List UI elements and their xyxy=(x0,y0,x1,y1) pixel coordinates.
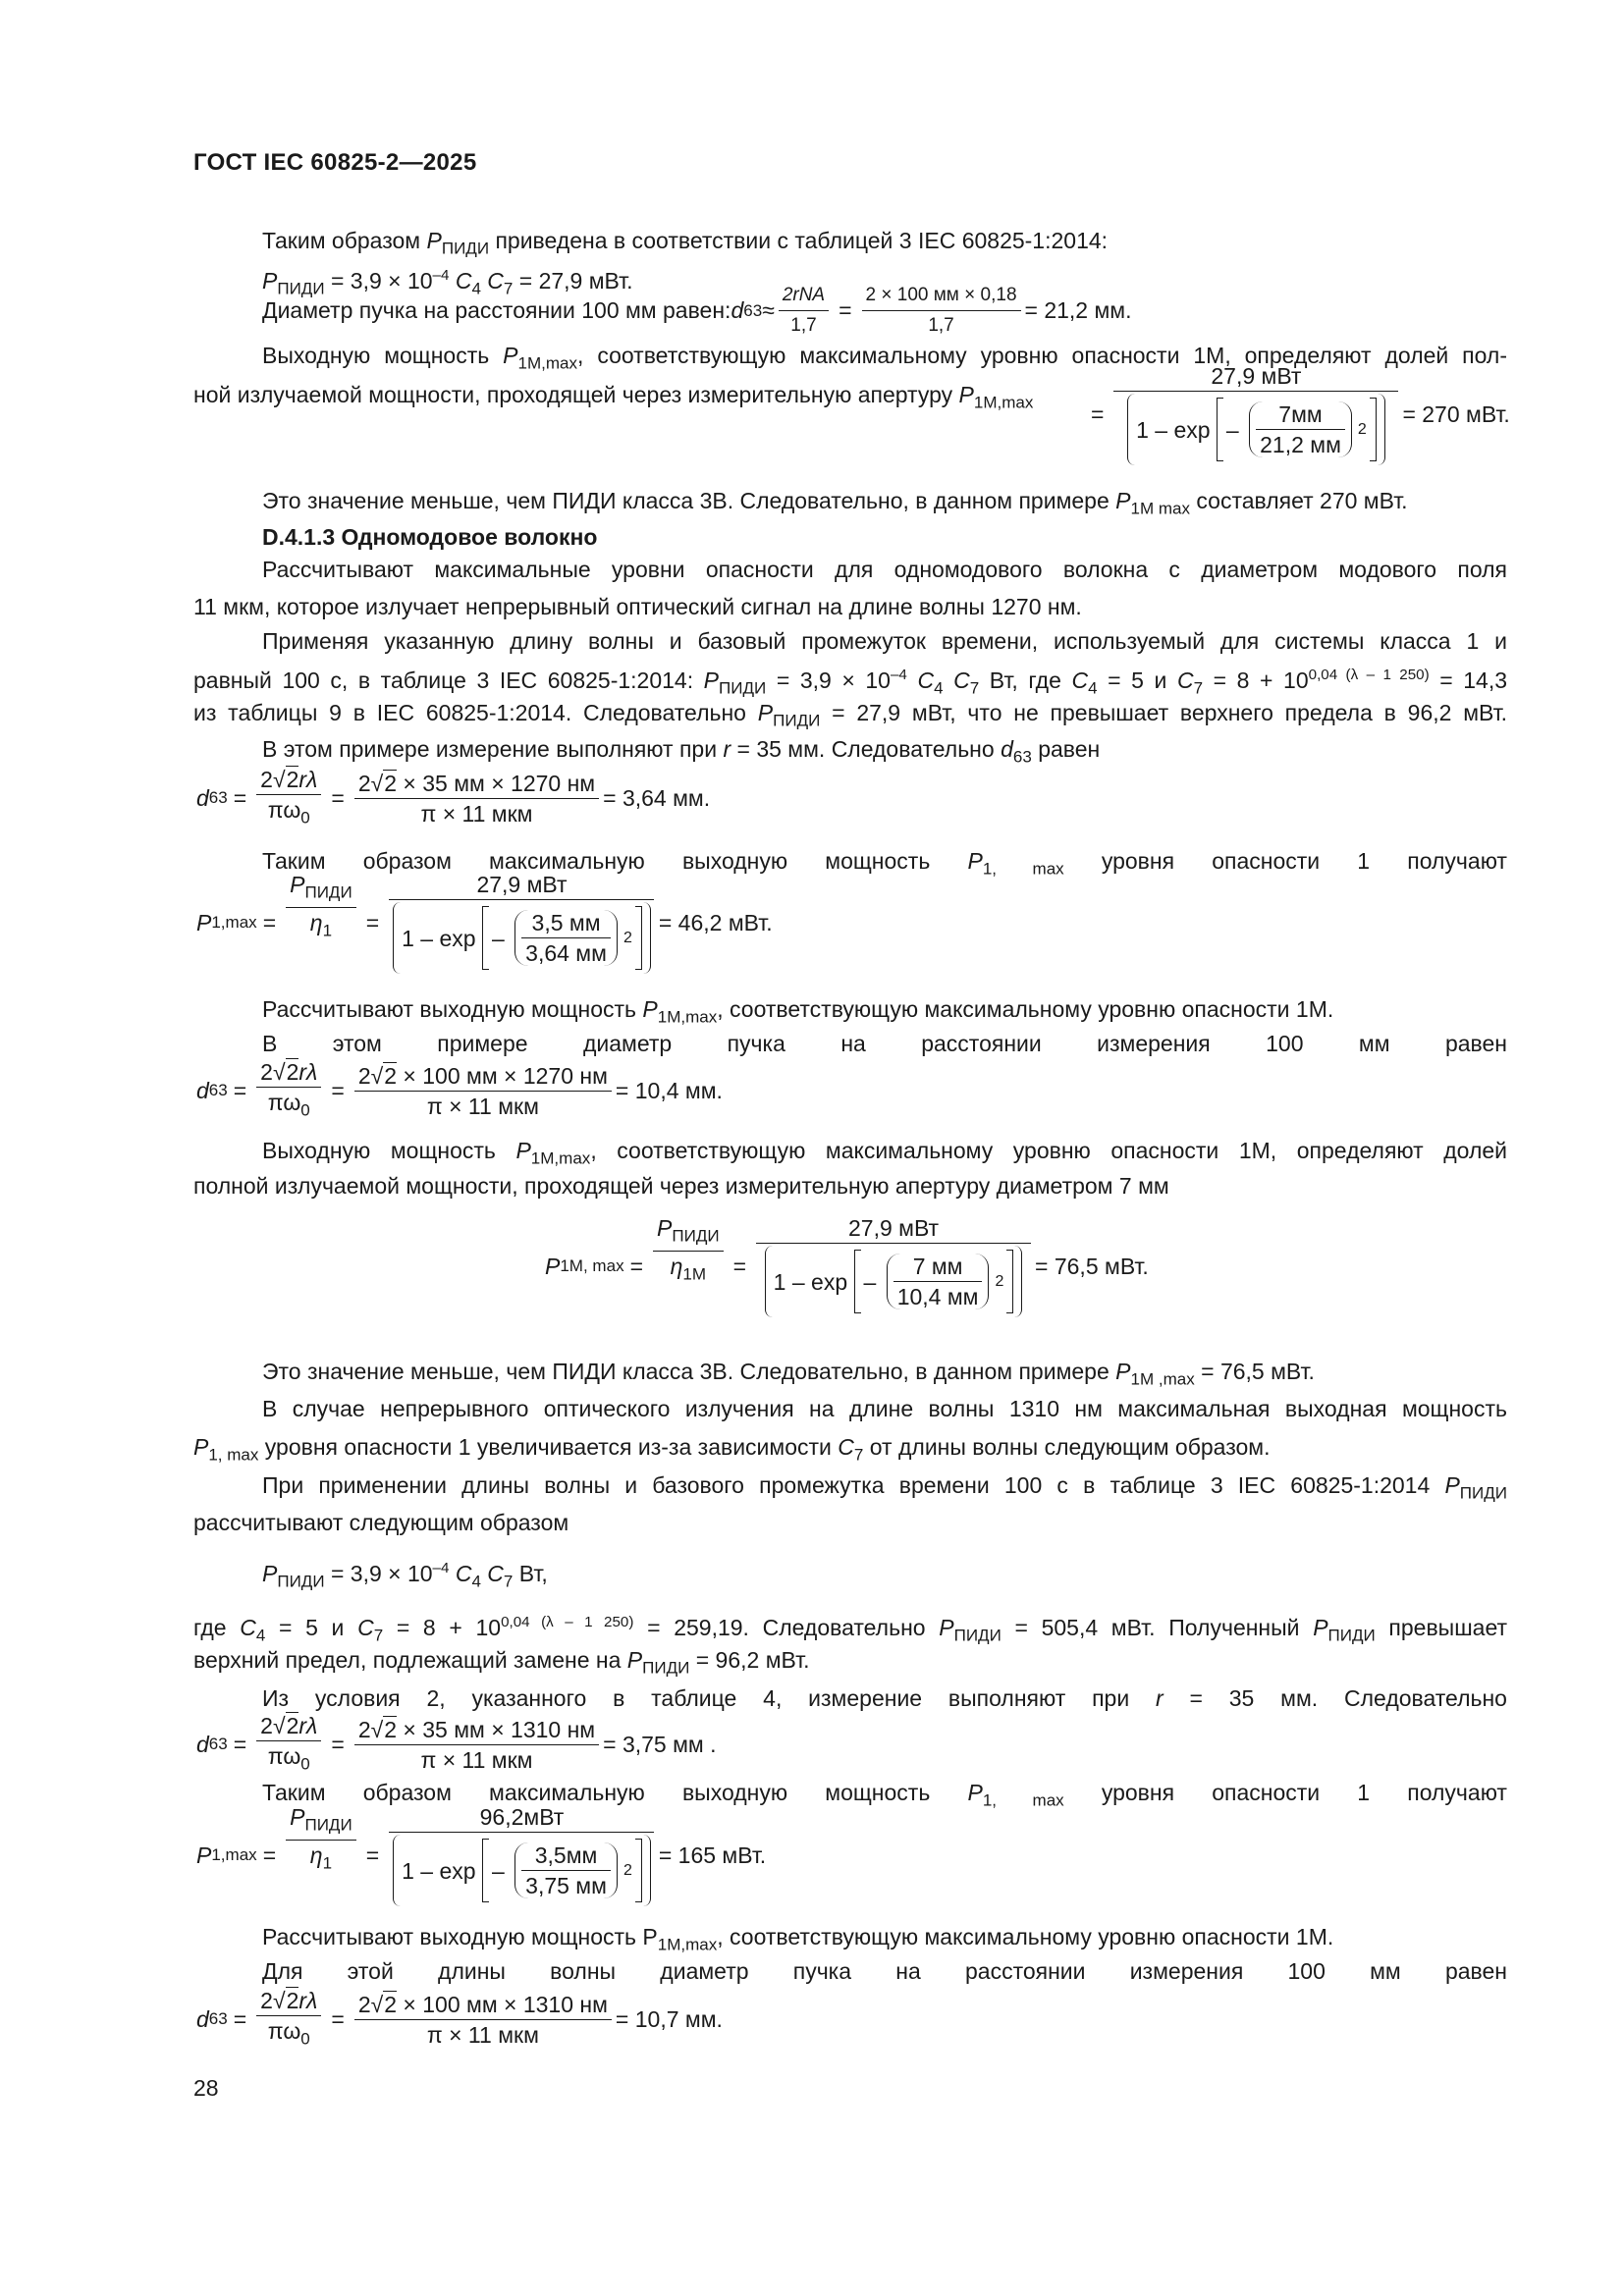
paragraph-line: Таким образом максимальную выходную мощность $P_{1, max}$ уровня опасности 1 получают xyxy=(262,848,1507,879)
paragraph-line: равный 100 с, в таблице 3 IEC 60825-1:2014: $P_{ПИДИ} = 3,9 \times 10^{-4}$ $C_4$ $C_7$ Вт, где $C_4 = 5$ и $C_7 = 8 + 10^{0,04 (\lambda - 1 250)} = 14,3$ xyxy=(193,667,1508,698)
formula-line: $P_{ПИДИ} = 3,9 \times 10^{-4}$ $C_4$ $C_7$ Вт, xyxy=(262,1560,548,1591)
paragraph-line: $P_{1, max}$ уровня опасности 1 увеличивается из-за зависимости $C_7$ от длины волны следующим образом. xyxy=(193,1434,1271,1465)
paragraph-line: В этом примере диаметр пучка на расстоянии измерения 100 мм равен xyxy=(262,1031,1507,1056)
paragraph-line: Применяя указанную длину волны и базовый промежуток времени, используемый для системы класса 1 и xyxy=(262,628,1507,654)
document-header: ГОСТ IEC 60825-2—2025 xyxy=(193,149,477,176)
paragraph-line: В этом примере измерение выполняют при r = 35 мм. Следовательно $d_{63}$ равен xyxy=(262,736,1101,767)
paragraph-line: Выходную мощность $P_{1M,max}$, соответствующую максимальному уровню опасности 1М, определяют долей пол- xyxy=(262,343,1507,373)
paragraph-line: Рассчитывают максимальные уровни опасности для одномодового волокна с диаметром модового поля xyxy=(262,557,1507,582)
paragraph-line: Таким образом максимальную выходную мощность $P_{1, max}$ уровня опасности 1 получают xyxy=(262,1780,1507,1810)
paragraph-line: При применении длины волны и базового промежутка времени 100 с в таблице 3 IEC 60825-1:2014 $P_{ПИДИ}$ xyxy=(262,1472,1507,1503)
d63-formula-1310-100: d 63 = $\frac{2√2r\lambda}{\pi\omega_0}$ = $\frac{2√2 \times 100 мм \times 1310 нм}{\text{π × 11 мкм}}$ = 10,7 мм. xyxy=(196,1988,723,2049)
paragraph-line: Таким образом $P_{ПИДИ}$ приведена в соответствии с таблицей 3 IEC 60825-1:2014: xyxy=(262,228,1109,258)
p1m-max-formula-1270: P 1M, max = $\frac{P_{ПИДИ}}{\eta_{1M}}$ = 27,9 мВт 1 – exp – $\frac{7 мм}{10,4 мм}$ 2 = 76,5 мВт. xyxy=(545,1215,1149,1317)
d63-formula-1270-100: d 63 = $\frac{2√2r\lambda}{\pi\omega_0}$ = $\frac{2√2 \times 100 мм \times 1270 нм}{\text{π × 11 мкм}}$ = 10,4 мм. xyxy=(196,1059,723,1120)
paragraph-line: Это значение меньше, чем ПИДИ класса 3В. Следовательно, в данном примере $P_{1M max}$ составляет 270 мВт. xyxy=(262,488,1408,518)
paragraph-line: ной излучаемой мощности, проходящей через измерительную апертуру $P_{1M,max}$ xyxy=(193,382,1034,412)
paragraph-line: из таблицы 9 в IEC 60825-1:2014. Следовательно $P_{ПИДИ} = 27,9$ мВт, что не превышает верхнего предела в 96,2 мВт. xyxy=(193,700,1507,730)
paragraph-line: рассчитывают следующим образом xyxy=(193,1510,569,1535)
paragraph-line: Это значение меньше, чем ПИДИ класса 3В. Следовательно, в данном примере $P_{1M ,max} = 76,5$ мВт. xyxy=(262,1359,1315,1389)
paragraph-line: Рассчитывают выходную мощность $P_{1M,max}$, соответствующую максимальному уровню опасности 1М. xyxy=(262,1924,1334,1954)
formula-line: $P_{ПИДИ} = 3,9 \times 10^{-4}$ $C_4$ $C_7 = 27,9$ мВт. xyxy=(262,267,633,298)
beam-diameter-formula: Диаметр пучка на расстоянии 100 мм равен: d 63 ≈ $\frac{\text{2rNA}}{1,7}$ = $\frac{2 \times 100 мм \times 0,18}{1,7}$ = 21,2 мм. xyxy=(262,285,1132,336)
paragraph-line: где $C_4 = 5$ и $C_7 = 8 + 10^{0,04 (\lambda - 1 250)} = 259,19$. Следовательно $P_{ПИДИ} = 505,4$ мВт. Полученный $P_{ПИДИ}$ превышает xyxy=(193,1614,1508,1645)
d63-formula-1310-35: d 63 = $\frac{2√2r\lambda}{\pi\omega_0}$ = $\frac{2√2 \times 35 мм \times 1310 нм}{\text{π × 11 мкм}}$ = 3,75 мм . xyxy=(196,1713,717,1774)
page-number: 28 xyxy=(193,2075,219,2101)
paragraph-line: Для этой длины волны диаметр пучка на расстоянии измерения 100 мм равен xyxy=(262,1958,1507,1984)
paragraph-line: верхний предел, подлежащий замене на $P_{ПИДИ} = 96,2$ мВт. xyxy=(193,1647,810,1678)
paragraph-line: В случае непрерывного оптического излучения на длине волны 1310 нм максимальная выходная мощность xyxy=(262,1396,1507,1421)
d63-formula-1270-35: d 63 = $\frac{2√2r\lambda}{\pi\omega_0}$ = $\frac{2√2 \times 35 мм \times 1270 нм}{\text{π × 11 мкм}}$ = 3,64 мм. xyxy=(196,767,711,828)
paragraph-line: Из условия 2, указанного в таблице 4, измерение выполняют при r = 35 мм. Следовательно xyxy=(262,1685,1507,1711)
paragraph-line: 11 мкм, которое излучает непрерывный оптический сигнал на длине волны 1270 нм. xyxy=(193,594,1082,619)
paragraph-line: полной излучаемой мощности, проходящей через измерительную апертуру диаметром 7 мм xyxy=(193,1173,1169,1199)
paragraph-line: Выходную мощность $P_{1M,max}$, соответствующую максимальному уровню опасности 1М, определяют долей xyxy=(262,1138,1508,1168)
p1max-formula-1270: P 1,max = $\frac{P_{ПИДИ}}{\eta_1}$ = 27,9 мВт 1 – exp – $\frac{3,5 мм}{3,64 мм}$ 2 = 46,2 мВт. xyxy=(196,872,773,974)
paragraph-line: Рассчитывают выходную мощность $P_{1M,max}$, соответствующую максимальному уровню опасности 1М. xyxy=(262,996,1334,1027)
power-formula-1m: = 27,9 мВт 1 – exp – $\frac{7мм}{21,2 мм}$ 2 = 270 мВт. xyxy=(1085,363,1510,465)
p1max-formula-1310: P 1,max = $\frac{P_{ПИДИ}}{\eta_1}$ = 96,2мВт 1 – exp – $\frac{3,5мм}{3,75 мм}$ 2 = 165 мВт. xyxy=(196,1804,766,1906)
section-heading: D.4.1.3 Одномодовое волокно xyxy=(262,524,598,550)
